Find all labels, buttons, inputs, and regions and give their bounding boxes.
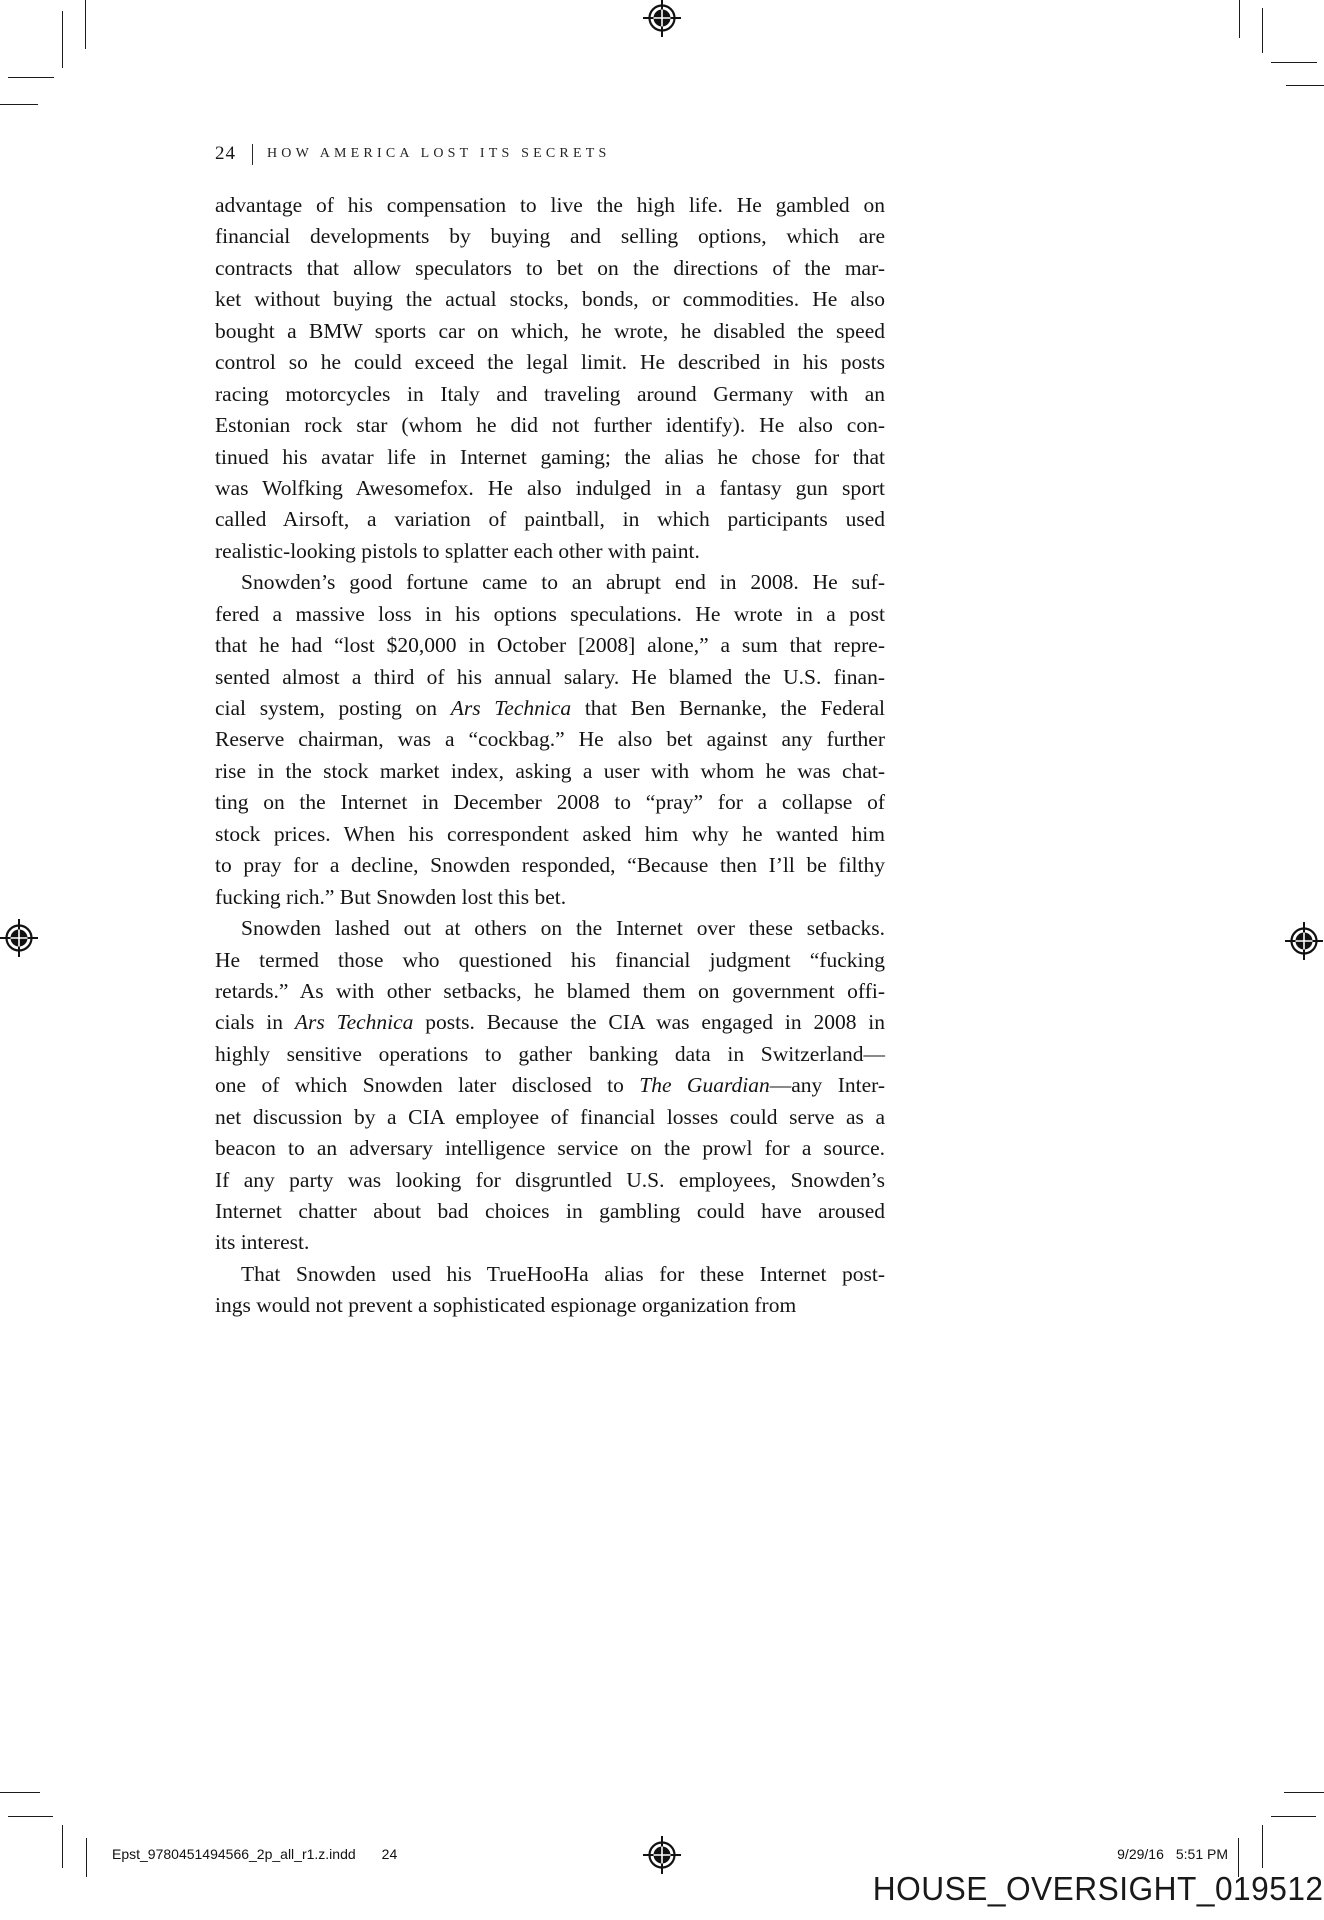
- body-line: called Airsoft, a variation of paintball, in which participants used: [215, 507, 885, 532]
- crop-mark: [1284, 1792, 1324, 1793]
- body-line: net discussion by a CIA employee of financial losses could serve as a: [215, 1104, 885, 1129]
- crop-mark: [1262, 8, 1263, 53]
- crop-mark: [8, 1816, 53, 1817]
- crop-mark: [1271, 62, 1317, 63]
- body-line: Estonian rock star (whom he did not further identify). He also con-: [215, 413, 885, 438]
- page-number: 24: [215, 143, 236, 164]
- body-line: to pray for a decline, Snowden responded, “Because then I’ll be filthy: [215, 853, 885, 878]
- registration-mark-icon: [0, 919, 38, 957]
- body-line: Snowden’s good fortune came to an abrupt end in 2008. He suf-: [241, 570, 885, 595]
- body-line: Reserve chairman, was a “cockbag.” He also bet against any further: [215, 727, 885, 752]
- slug-page-number: 24: [381, 1846, 398, 1862]
- crop-mark: [1286, 85, 1324, 86]
- body-line: That Snowden used his TrueHooHa alias for these Internet post-: [241, 1261, 885, 1286]
- registration-mark-icon: [1285, 922, 1323, 960]
- body-line: cials in Ars Technica posts. Because the CIA was engaged in 2008 in: [215, 1010, 886, 1035]
- body-text: [215, 190, 885, 1322]
- header-divider: [252, 144, 253, 165]
- print-timestamp: [1117, 1846, 1228, 1862]
- registration-mark-icon: [643, 1836, 681, 1874]
- body-line: contracts that allow speculators to bet on the directions of the mar-: [215, 255, 885, 280]
- registration-mark-icon: [643, 0, 681, 37]
- body-line: stock prices. When his correspondent asked him why he wanted him: [215, 821, 885, 846]
- crop-mark: [62, 1825, 63, 1868]
- book-title: HOW AMERICA LOST ITS SECRETS: [267, 146, 611, 161]
- crop-mark: [86, 1838, 87, 1877]
- body-line: beacon to an adversary intelligence service on the prowl for a source.: [215, 1136, 885, 1161]
- print-time: 5:51 PM: [1175, 1846, 1228, 1862]
- body-line: racing motorcycles in Italy and traveling around Germany with an: [215, 381, 885, 406]
- body-line: one of which Snowden later disclosed to The Guardian—any Inter-: [215, 1073, 886, 1098]
- body-line: rise in the stock market index, asking a user with whom he was chat-: [215, 758, 885, 783]
- crop-mark: [85, 0, 86, 49]
- body-line: realistic-looking pistols to splatter each other with paint.: [215, 538, 700, 563]
- body-line: highly sensitive operations to gather banking data in Switzerland—: [215, 1041, 885, 1066]
- crop-mark: [0, 1792, 40, 1793]
- body-line: retards.” As with other setbacks, he blamed them on government offi-: [215, 978, 885, 1003]
- body-line: ings would not prevent a sophisticated espionage organization from: [215, 1293, 797, 1318]
- crop-mark: [8, 77, 54, 78]
- body-line: that he had “lost $20,000 in October [2008] alone,” a sum that repre-: [215, 633, 885, 658]
- body-line: advantage of his compensation to live the high life. He gambled on: [215, 193, 885, 217]
- body-line: tinued his avatar life in Internet gaming; the alias he chose for that: [215, 444, 885, 469]
- body-line: financial developments by buying and selling options, which are: [215, 224, 885, 249]
- body-line: control so he could exceed the legal limit. He described in his posts: [215, 350, 885, 375]
- crop-mark: [62, 11, 63, 68]
- crop-mark: [0, 104, 38, 105]
- body-line: Snowden lashed out at others on the Internet over these setbacks.: [241, 916, 885, 941]
- body-line: sented almost a third of his annual salary. He blamed the U.S. finan-: [215, 664, 885, 689]
- print-slug: [112, 1846, 397, 1862]
- body-line: fered a massive loss in his options speculations. He wrote in a post: [215, 601, 885, 626]
- body-line: cial system, posting on Ars Technica that Ben Bernanke, the Federal: [215, 696, 885, 720]
- body-line: bought a BMW sports car on which, he wrote, he disabled the speed: [215, 318, 885, 343]
- body-line: If any party was looking for disgruntled U.S. employees, Snowden’s: [215, 1167, 885, 1192]
- body-line: ket without buying the actual stocks, bonds, or commodities. He also: [215, 287, 885, 312]
- running-head: [215, 143, 610, 165]
- body-line: ting on the Internet in December 2008 to “pray” for a collapse of: [215, 790, 885, 815]
- crop-mark: [1239, 0, 1240, 38]
- slug-filename: Epst_9780451494566_2p_all_r1.z.indd: [112, 1846, 356, 1862]
- body-line: was Wolfking Awesomefox. He also indulged in a fantasy gun sport: [215, 475, 885, 500]
- crop-mark: [1262, 1825, 1263, 1868]
- crop-mark: [1271, 1816, 1316, 1817]
- body-line: He termed those who questioned his financial judgment “fucking: [215, 947, 885, 972]
- body-line: Internet chatter about bad choices in gambling could have aroused: [215, 1199, 885, 1223]
- body-line: fucking rich.” But Snowden lost this bet.: [215, 884, 567, 909]
- print-date: 9/29/16: [1117, 1846, 1164, 1862]
- oversight-watermark: HOUSE_OVERSIGHT_019512: [873, 1870, 1324, 1907]
- body-line: its interest.: [215, 1230, 310, 1255]
